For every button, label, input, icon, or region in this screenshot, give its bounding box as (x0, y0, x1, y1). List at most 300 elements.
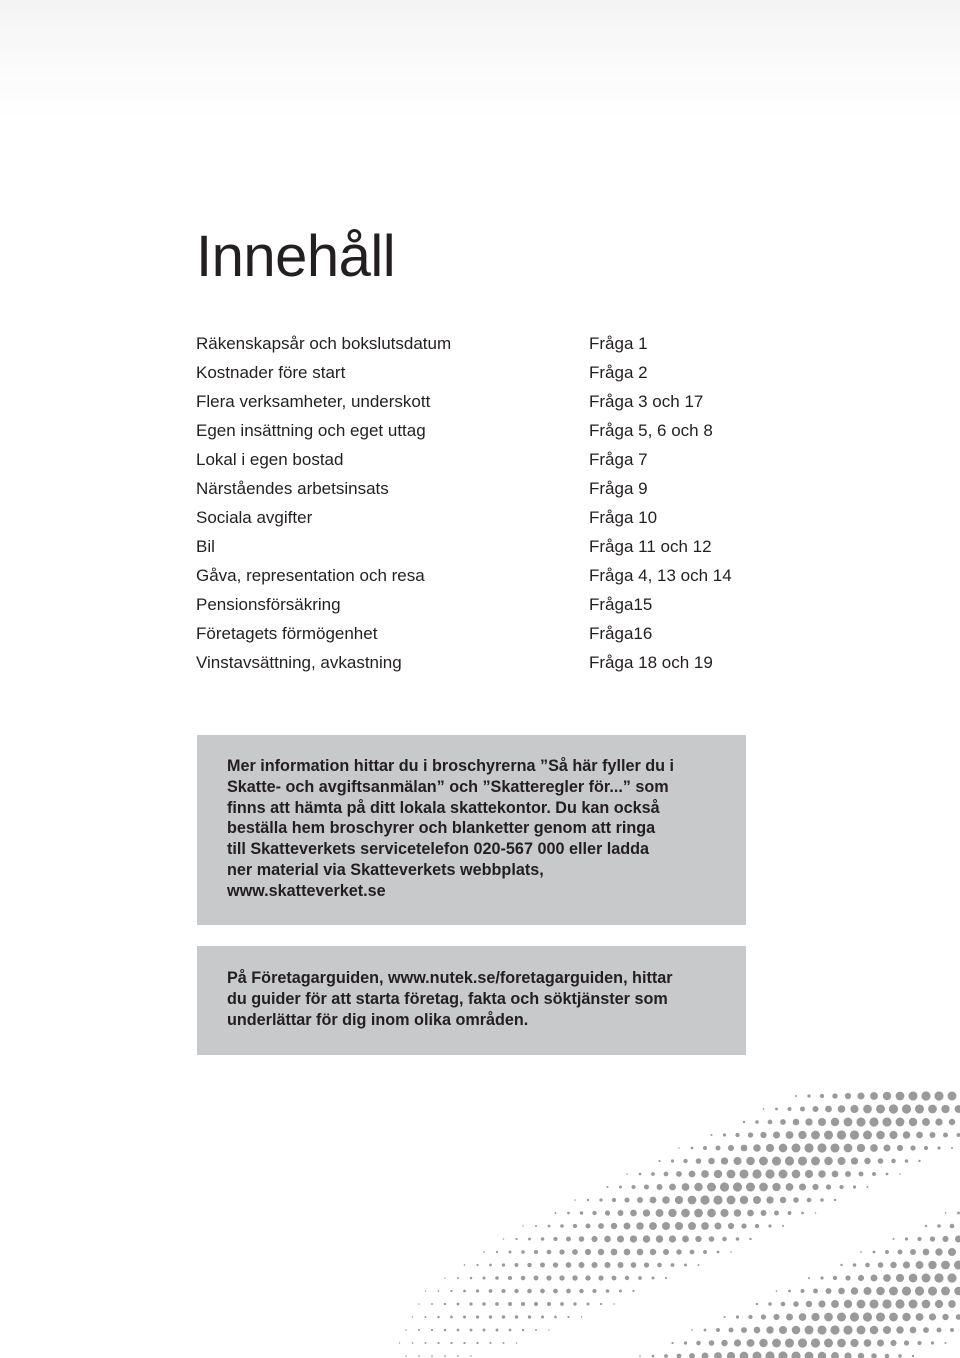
halftone-dot (896, 1118, 905, 1127)
halftone-dot (799, 1183, 806, 1190)
halftone-dot (721, 1340, 727, 1346)
toc-question-ref: Fråga 18 och 19 (589, 653, 713, 672)
halftone-dot (643, 1235, 650, 1242)
halftone-dot (482, 1302, 486, 1306)
halftone-dot (684, 1341, 687, 1344)
halftone-dot (592, 1289, 596, 1293)
halftone-dot (637, 1249, 644, 1256)
toc-topic: Sociala avgifter (196, 508, 313, 527)
halftone-dot (598, 1249, 605, 1256)
halftone-dot (489, 1264, 492, 1267)
halftone-dot (928, 1286, 937, 1295)
halftone-dot (714, 1170, 722, 1178)
halftone-dot (785, 1338, 794, 1347)
halftone-dot (502, 1263, 505, 1266)
toc-question-ref: Fråga 9 (589, 479, 648, 498)
halftone-dot (760, 1132, 766, 1138)
toc-topic: Egen insättning och eget uttag (196, 421, 426, 440)
halftone-dot (896, 1326, 903, 1333)
halftone-dot (800, 1106, 805, 1111)
halftone-dot (656, 1235, 663, 1242)
halftone-dot (612, 1198, 616, 1202)
halftone-dot (611, 1223, 617, 1229)
halftone-dot (896, 1274, 904, 1282)
halftone-dot (858, 1275, 864, 1281)
halftone-dot (844, 1300, 852, 1308)
halftone-dot (464, 1264, 466, 1266)
halftone-dot (902, 1286, 911, 1295)
toc-question-ref: Fråga16 (589, 624, 653, 643)
halftone-dot (817, 1325, 826, 1334)
halftone-dot (949, 1119, 955, 1125)
info-line: beställa hem broschyrer och blanketter genom att ringa (227, 819, 656, 838)
info-line: Mer information hittar du i broschyrerna ”Så här fyller du i (227, 757, 675, 775)
halftone-dot (746, 1157, 755, 1166)
halftone-dot (817, 1143, 826, 1152)
halftone-dot (691, 1329, 693, 1331)
halftone-dot (947, 1273, 956, 1282)
halftone-dot (489, 1315, 492, 1318)
halftone-dot (739, 1169, 748, 1178)
halftone-dot (923, 1327, 929, 1333)
halftone-dot (592, 1211, 596, 1215)
halftone-dot (845, 1171, 851, 1177)
toc-topic: Flera verksamheter, underskott (196, 392, 431, 411)
halftone-dot (937, 1224, 941, 1228)
halftone-dot (690, 1250, 695, 1255)
halftone-dot (444, 1329, 447, 1332)
halftone-dot (678, 1147, 680, 1149)
halftone-dot (522, 1225, 523, 1226)
halftone-dot (768, 1302, 772, 1306)
halftone-dot (877, 1340, 884, 1347)
halftone-dot (915, 1104, 924, 1113)
halftone-dot (909, 1118, 917, 1126)
halftone-dot (733, 1182, 742, 1191)
halftone-dot (957, 1133, 960, 1137)
halftone-dot (703, 1146, 707, 1150)
halftone-dot (890, 1340, 896, 1346)
halftone-dot (818, 1352, 826, 1358)
halftone-dot (683, 1159, 687, 1163)
halftone-dot (832, 1171, 839, 1178)
toc-row (196, 532, 796, 561)
toc-topic: Kostnader före start (196, 363, 346, 382)
halftone-dot (759, 1157, 768, 1166)
halftone-dot (734, 1339, 741, 1346)
halftone-dot (457, 1329, 460, 1332)
halftone-dot (709, 1340, 715, 1346)
toc-question-ref: Fråga 3 och 17 (589, 392, 704, 411)
halftone-dot (630, 1210, 637, 1217)
halftone-dot (898, 1354, 902, 1358)
halftone-dot (516, 1342, 518, 1344)
halftone-dot (786, 1314, 793, 1321)
halftone-dot (418, 1355, 420, 1357)
halftone-dot (741, 1145, 748, 1152)
halftone-dot (863, 1131, 872, 1140)
halftone-dot (540, 1289, 545, 1294)
halftone-dot (548, 1225, 551, 1228)
halftone-dot (681, 1209, 690, 1218)
halftone-dot (521, 1302, 525, 1306)
halftone-dot (528, 1238, 531, 1241)
halftone-dot (412, 1342, 414, 1344)
halftone-dot (579, 1262, 585, 1268)
halftone-dot (804, 1143, 813, 1152)
halftone-dot (916, 1261, 924, 1269)
toc-row (196, 416, 796, 445)
halftone-dot (574, 1199, 576, 1201)
halftone-dot (918, 1160, 920, 1162)
halftone-dot (521, 1250, 525, 1254)
halftone-dot (820, 1094, 824, 1098)
halftone-dot (876, 1287, 885, 1296)
halftone-dot (956, 1314, 960, 1320)
halftone-dot (503, 1342, 505, 1344)
halftone-dot (948, 1300, 956, 1308)
halftone-dot (753, 1196, 761, 1204)
halftone-dot (824, 1157, 832, 1165)
halftone-dot (756, 1303, 758, 1305)
halftone-dot (730, 1251, 732, 1253)
halftone-dot (675, 1196, 683, 1204)
halftone-dot (818, 1170, 826, 1178)
halftone-dot (676, 1249, 681, 1254)
halftone-dot (463, 1290, 466, 1293)
halftone-dot (694, 1209, 703, 1218)
halftone-dot (943, 1133, 948, 1138)
halftone-dot (652, 1355, 655, 1358)
halftone-dot (662, 1196, 670, 1204)
halftone-dot (604, 1262, 610, 1268)
halftone-dot (665, 1277, 667, 1279)
halftone-dot (845, 1275, 850, 1280)
halftone-dot (741, 1327, 747, 1333)
halftone-dot (573, 1302, 576, 1305)
halftone-dot (837, 1339, 846, 1348)
halftone-dot (470, 1355, 472, 1357)
halftone-dot (788, 1290, 791, 1293)
halftone-dot (496, 1329, 499, 1332)
halftone-dot (555, 1212, 557, 1214)
halftone-dot (676, 1171, 682, 1177)
halftone-dot (566, 1289, 571, 1294)
halftone-dot (650, 1249, 656, 1255)
halftone-dot (624, 1197, 629, 1202)
halftone-dot (812, 1184, 818, 1190)
halftone-dot (450, 1342, 452, 1344)
halftone-dot (502, 1315, 506, 1319)
halftone-dot (704, 1329, 707, 1332)
halftone-dot (792, 1170, 801, 1179)
halftone-dot (579, 1289, 583, 1293)
halftone-dot (889, 1104, 898, 1113)
halftone-dot (560, 1302, 564, 1306)
halftone-dot (619, 1185, 622, 1188)
halftone-dot (851, 1287, 858, 1294)
page-title: Innehåll (196, 224, 396, 289)
halftone-dot (826, 1184, 831, 1189)
halftone-dot (514, 1289, 518, 1293)
halftone-dot (755, 1224, 759, 1228)
halftone-dot (714, 1222, 721, 1229)
halftone-dot (922, 1118, 930, 1126)
halftone-dot (869, 1117, 878, 1126)
halftone-dot (916, 1132, 923, 1139)
halftone-dot (707, 1183, 716, 1192)
halftone-dot (824, 1313, 833, 1322)
halftone-dot (942, 1314, 948, 1320)
halftone-dot (928, 1261, 936, 1269)
halftone-dot (709, 1236, 715, 1242)
halftone-dot (437, 1342, 439, 1344)
halftone-dot (773, 1314, 779, 1320)
halftone-dot (713, 1195, 722, 1204)
halftone-dot (710, 1134, 712, 1136)
halftone-dot (753, 1144, 761, 1152)
halftone-dot (469, 1302, 472, 1305)
halftone-dot (931, 1341, 934, 1344)
halftone-dot (763, 1108, 765, 1110)
halftone-dot (483, 1251, 485, 1253)
halftone-dot (425, 1316, 427, 1318)
halftone-dot (871, 1353, 877, 1358)
halftone-dot (585, 1275, 590, 1280)
halftone-dot (747, 1210, 754, 1217)
halftone-dot (869, 1299, 878, 1308)
halftone-dot (708, 1158, 715, 1165)
halftone-dot (859, 1172, 864, 1177)
halftone-dot (746, 1182, 755, 1191)
halftone-dot (909, 1300, 918, 1309)
halftone-dot (489, 1342, 491, 1344)
halftone-dot (496, 1251, 498, 1253)
halftone-dot (937, 1146, 940, 1149)
halftone-dot (954, 1260, 960, 1269)
halftone-dot (818, 1118, 826, 1126)
halftone-dot (772, 1156, 781, 1165)
halftone-dot (743, 1121, 745, 1123)
halftone-dot (599, 1198, 602, 1201)
halftone-dot (831, 1300, 839, 1308)
halftone-dot (759, 1183, 768, 1192)
halftone-dot (636, 1222, 644, 1230)
halftone-dot (772, 1183, 780, 1191)
halftone-dot (547, 1302, 551, 1306)
halftone-dot (572, 1275, 577, 1280)
halftone-dot (444, 1355, 446, 1357)
halftone-dot (808, 1277, 810, 1279)
halftone-dot (611, 1249, 618, 1256)
halftone-dot (716, 1328, 720, 1332)
halftone-dot (619, 1290, 622, 1293)
halftone-dot (399, 1342, 400, 1343)
halftone-dot (749, 1238, 751, 1240)
halftone-dot (644, 1262, 649, 1267)
halftone-dot (501, 1289, 505, 1293)
halftone-dot (899, 1173, 901, 1175)
halftone-dot (463, 1315, 466, 1318)
halftone-dot (688, 1196, 697, 1205)
toc-row (196, 474, 796, 503)
halftone-dot (581, 1316, 583, 1318)
halftone-dot (806, 1301, 812, 1307)
halftone-dot (638, 1276, 642, 1280)
halftone-dot (929, 1313, 936, 1320)
halftone-dot (521, 1276, 526, 1281)
halftone-dot (889, 1287, 898, 1296)
halftone-dot (623, 1222, 630, 1229)
halftone-dot (786, 1131, 794, 1139)
halftone-dot (805, 1326, 814, 1335)
toc-question-ref: Fråga 5, 6 och 8 (589, 421, 713, 440)
halftone-dot (748, 1132, 753, 1137)
info-line: Skatte- och avgiftsanmälan” och ”Skatteregler för...” som (227, 777, 669, 796)
halftone-dot (834, 1199, 836, 1201)
halftone-dot (425, 1342, 427, 1344)
halftone-dot (863, 1287, 871, 1295)
toc-row (196, 619, 796, 648)
halftone-dot (856, 1117, 865, 1126)
toc-question-ref: Fråga 11 och 12 (589, 537, 712, 556)
halftone-dot (895, 1299, 904, 1308)
halftone-dot (476, 1342, 478, 1344)
halftone-dot (547, 1250, 552, 1255)
toc-row (196, 387, 796, 416)
halftone-dot (890, 1262, 896, 1268)
halftone-dot (844, 1144, 853, 1153)
halftone-dot (418, 1329, 420, 1331)
halftone-dot (748, 1315, 752, 1319)
halftone-dot (509, 1329, 512, 1332)
halftone-dot (707, 1209, 716, 1218)
halftone-dot (714, 1352, 722, 1358)
halftone-dot (898, 1250, 903, 1255)
halftone-dot (534, 1250, 538, 1254)
halftone-dot (889, 1131, 897, 1139)
info-line: underlättar för dig inom olika områden. (227, 1010, 529, 1029)
halftone-dot (567, 1316, 569, 1318)
halftone-dot (489, 1289, 493, 1293)
halftone-dot-pattern (0, 1090, 960, 1358)
halftone-dot (689, 1353, 695, 1358)
halftone-dot (476, 1264, 478, 1266)
halftone-dot (786, 1183, 794, 1191)
halftone-dot (805, 1170, 813, 1178)
top-background-wash (0, 0, 960, 120)
halftone-dot (728, 1223, 734, 1229)
halftone-dot (766, 1144, 774, 1152)
halftone-dot (792, 1326, 801, 1335)
toc-topic: Företagets förmögenhet (196, 624, 378, 643)
halftone-dot (624, 1249, 631, 1256)
halftone-dot (553, 1289, 558, 1294)
halftone-dot (903, 1261, 910, 1268)
halftone-dot (811, 1313, 819, 1321)
halftone-dot (656, 1209, 664, 1217)
halftone-dot (915, 1286, 924, 1295)
halftone-dot (885, 1250, 889, 1254)
halftone-dot (700, 1195, 709, 1204)
toc-topic: Lokal i egen bostad (196, 450, 344, 469)
halftone-dot (820, 1276, 823, 1279)
halftone-dot (548, 1329, 550, 1331)
halftone-dot (585, 1249, 591, 1255)
halftone-dot (457, 1303, 460, 1306)
halftone-dot (955, 1105, 960, 1113)
halftone-dot (587, 1199, 589, 1201)
halftone-dot (950, 1224, 955, 1229)
halftone-dot (534, 1302, 538, 1306)
halftone-dot (425, 1290, 426, 1291)
halftone-dot (905, 1159, 909, 1163)
halftone-dot (882, 1299, 891, 1308)
halftone-dot (669, 1184, 676, 1191)
halftone-dot (630, 1235, 637, 1242)
halftone-dot (613, 1303, 615, 1305)
halftone-dot (799, 1313, 807, 1321)
toc-topic: Bil (196, 537, 215, 556)
halftone-dot (495, 1276, 499, 1280)
halftone-dot (798, 1156, 807, 1165)
halftone-dot (677, 1354, 682, 1358)
halftone-dot (664, 1172, 669, 1177)
halftone-dot (912, 1355, 914, 1357)
halftone-dot (702, 1353, 709, 1358)
halftone-dot (831, 1352, 839, 1358)
halftone-dot (643, 1209, 650, 1216)
halftone-dot (675, 1222, 683, 1230)
halftone-dot (431, 1329, 433, 1331)
halftone-dot (773, 1131, 780, 1138)
halftone-dot (857, 1326, 866, 1335)
halftone-dot (463, 1342, 465, 1344)
halftone-dot (917, 1237, 921, 1241)
halftone-dot (954, 1287, 960, 1296)
halftone-dot (813, 1106, 819, 1112)
halftone-dot (903, 1131, 911, 1139)
halftone-dot (776, 1290, 778, 1292)
halftone-dot (870, 1092, 878, 1100)
halftone-dot (761, 1314, 766, 1319)
halftone-dot (691, 1147, 694, 1150)
halftone-dot (840, 1264, 842, 1266)
halftone-dot (941, 1105, 949, 1113)
halftone-dot (791, 1351, 800, 1358)
halftone-dot (820, 1198, 824, 1202)
halftone-dot (878, 1158, 884, 1164)
halftone-dot (779, 1170, 788, 1179)
halftone-dot (457, 1355, 459, 1357)
halftone-dot (801, 1212, 804, 1215)
halftone-dot (876, 1131, 885, 1140)
halftone-dot (618, 1210, 624, 1216)
halftone-dot (662, 1222, 670, 1230)
halftone-dot (941, 1287, 950, 1296)
halftone-dot (793, 1301, 799, 1307)
halftone-dot (723, 1133, 726, 1136)
halftone-dot (892, 1238, 894, 1240)
halftone-dot (801, 1289, 805, 1293)
halftone-dot (717, 1251, 720, 1254)
halftone-dot (811, 1157, 820, 1166)
halftone-dot (482, 1276, 485, 1279)
halftone-dot (779, 1326, 787, 1334)
halftone-dot (701, 1170, 709, 1178)
halftone-dot (752, 1169, 761, 1178)
halftone-dot (768, 1224, 771, 1227)
